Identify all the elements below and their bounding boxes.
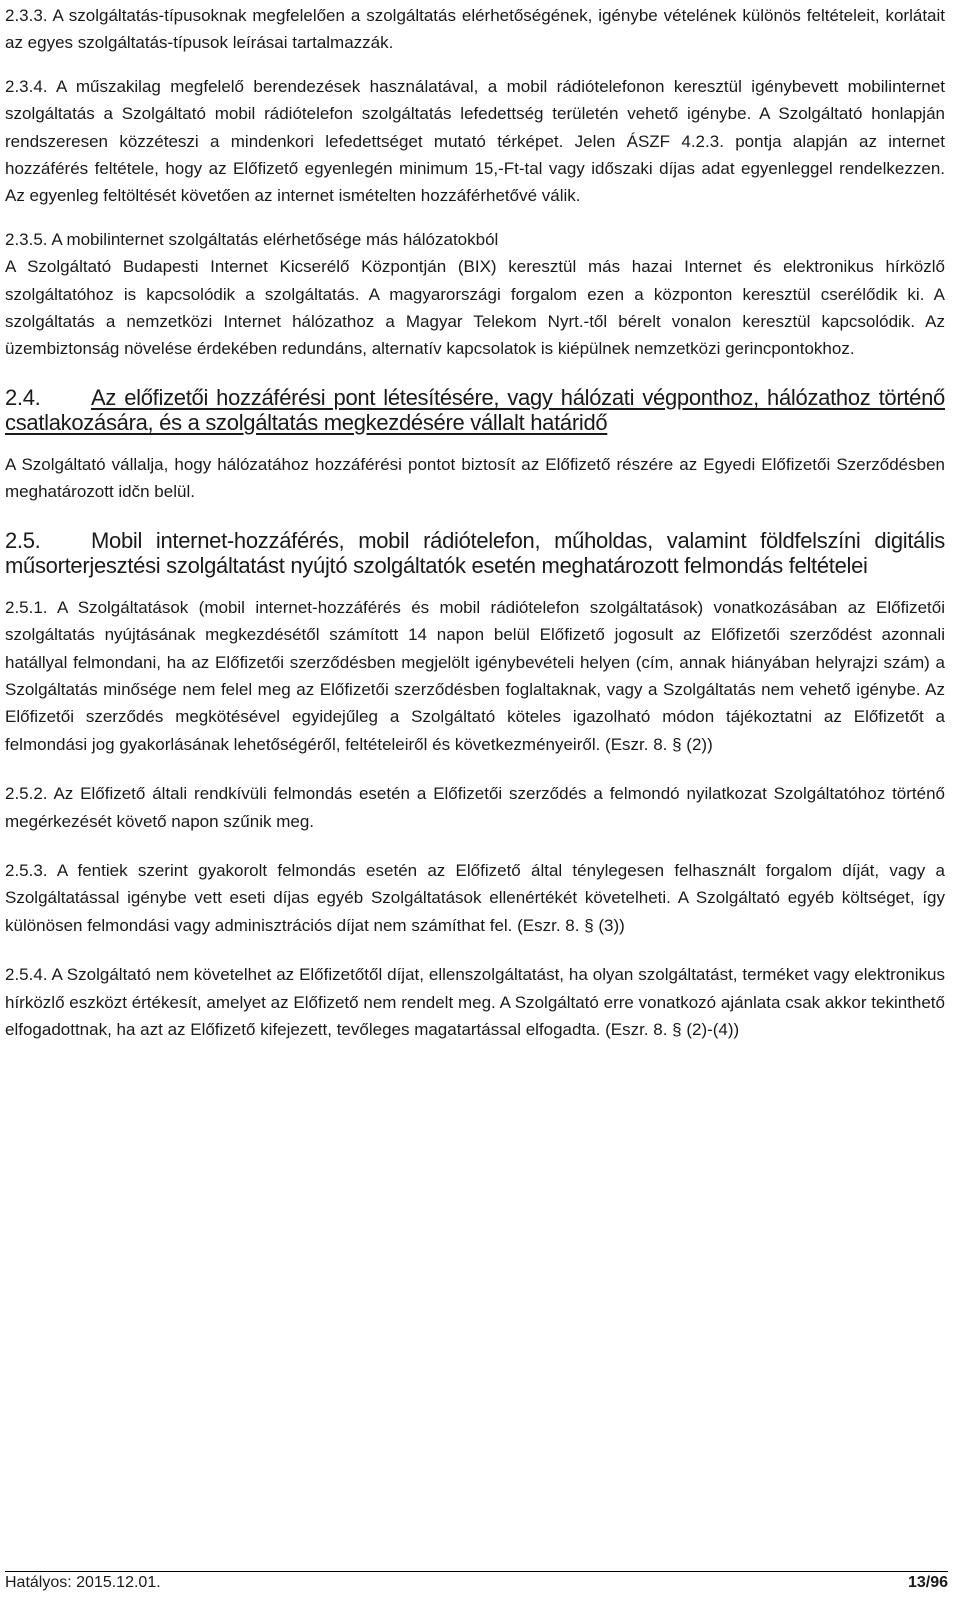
section-heading-2-5 [5,528,945,578]
page-number: 13/96 [907,1574,948,1591]
section-heading-2-4 [5,385,945,435]
section-number: 2.5. [5,527,41,553]
page-footer [5,1571,948,1592]
paragraph-2-3-5-body: A Szolgáltató Budapesti Internet Kicserélő Központján (BIX) keresztül más hazai Internet és elektronikus hírközlő szolgáltatóhoz is kapcsolódik a szolgáltatás. A magyarországi forgalom ezen a központon keresztül cserélődik ki. A szolgáltatás a nemzetközi Internet hálózathoz a Magyar Telekom Nyrt.-től bérelt vonalon keresztül kapcsolódik. Az üzembiztonság növelése érdekében redundáns, alternatív kapcsolatok is kiépülnek nemzetközi gerincpontokhoz. [5,257,945,359]
effective-date: Hatályos: 2015.12.01. [5,1574,161,1591]
paragraph-2-4-body: A Szolgáltató vállalja, hogy hálózatához hozzáférési pontot biztosít az Előfizető részére az Egyedi Előfizetői Szerződésben meghatározott idčn belül. [5,454,945,502]
section-title: Az előfizetői hozzáférési pont létesítésére, vagy hálózati végponthoz, hálózathoz történő csatlakozására, és a szolgáltatás megkezdésére vállalt határidő [5,384,945,435]
paragraph-2-5-3: 2.5.3. A fentiek szerint gyakorolt felmondás esetén az Előfizető által ténylegesen felhasznált forgalom díját, vagy a Szolgáltatással igénybe vett eseti díjas egyéb Szolgáltatások ellenértékét követelheti. A Szolgáltató egyéb költséget, így különösen felmondási vagy adminisztrációs díjat nem számíthat fel. (Eszr. 8. § (3)) [5,860,945,935]
section-title: Mobil internet-hozzáférés, mobil rádiótelefon, műholdas, valamint földfelszíni digitális műsorterjesztési szolgáltatást nyújtó szolgáltatók esetén meghatározott felmondás feltételei [5,527,945,578]
section-number: 2.4. [5,384,41,410]
paragraph-2-3-4: 2.3.4. A műszakilag megfelelő berendezések használatával, a mobil rádiótelefonon keresztül igénybevett mobilinternet szolgáltatás a Szolgáltató mobil rádiótelefon szolgáltatás lefedettség területén vehető igénybe. A Szolgáltató honlapján rendszeresen közzéteszi a mindenkori lefedettséget mutató térképet. Jelen ÁSZF 4.2.3. pontja alapján az internet hozzáférés feltétele, hogy az Előfizető egyenlegén minimum 15,-Ft-tal vagy időszaki díjas adat egyenleggel rendelkezzen. Az egyenleg feltöltését követően az internet ismételten hozzáférhetővé válik. [5,76,945,206]
paragraph-2-5-1: 2.5.1. A Szolgáltatások (mobil internet-hozzáférés és mobil rádiótelefon szolgáltatások) vonatkozásában az Előfizetői szolgáltatás nyújtásának megkezdésétől számított 14 napon belül Előfizető jogosult az Előfizetői szerződést azonnali hatállyal felmondani, ha az Előfizetői szerződésben megjelölt igénybevételi helyen (cím, annak hiányában helyrajzi szám) a Szolgáltatás minősége nem felel meg az Előfizetői szerződésben foglaltaknak, vagy a Szolgáltatás nem vehető igénybe. Az Előfizetői szerződés megkötésével egyidejűleg a Szolgáltató köteles igazolható módon tájékoztatni az Előfizetőt a felmondási jog gyakorlásának lehetőségéről, feltételeiről és következményeiről. (Eszr. 8. § (2)) [5,597,945,754]
paragraph-2-3-5-title: 2.3.5. A mobilinternet szolgáltatás elérhetősége más hálózatokból [5,229,499,249]
document-body [5,2,945,1043]
paragraph-2-3-3: 2.3.3. A szolgáltatás-típusoknak megfelelően a szolgáltatás elérhetőségének, igénybe vételének különös feltételeit, korlátait az egyes szolgáltatás-típusok leírásai tartalmazzák. [5,6,945,53]
paragraph-2-5-2: 2.5.2. Az Előfizető általi rendkívüli felmondás esetén a Előfizetői szerződés a felmondó nyilatkozat Szolgáltatóhoz történő megérkezését követő napon szűnik meg. [5,784,945,831]
paragraph-2-5-4: 2.5.4. A Szolgáltató nem követelhet az Előfizetőtől díjat, ellenszolgáltatást, ha olyan szolgáltatást, terméket vagy elektronikus hírközlő eszközt értékesít, amelyet az Előfizető nem rendelt meg. A Szolgáltató erre vonatkozó ajánlata csak akkor tekinthető elfogadottnak, ha azt az Előfizető kifejezett, tevőleges magatartással elfogadta. (Eszr. 8. § (2)-(4)) [5,965,945,1039]
